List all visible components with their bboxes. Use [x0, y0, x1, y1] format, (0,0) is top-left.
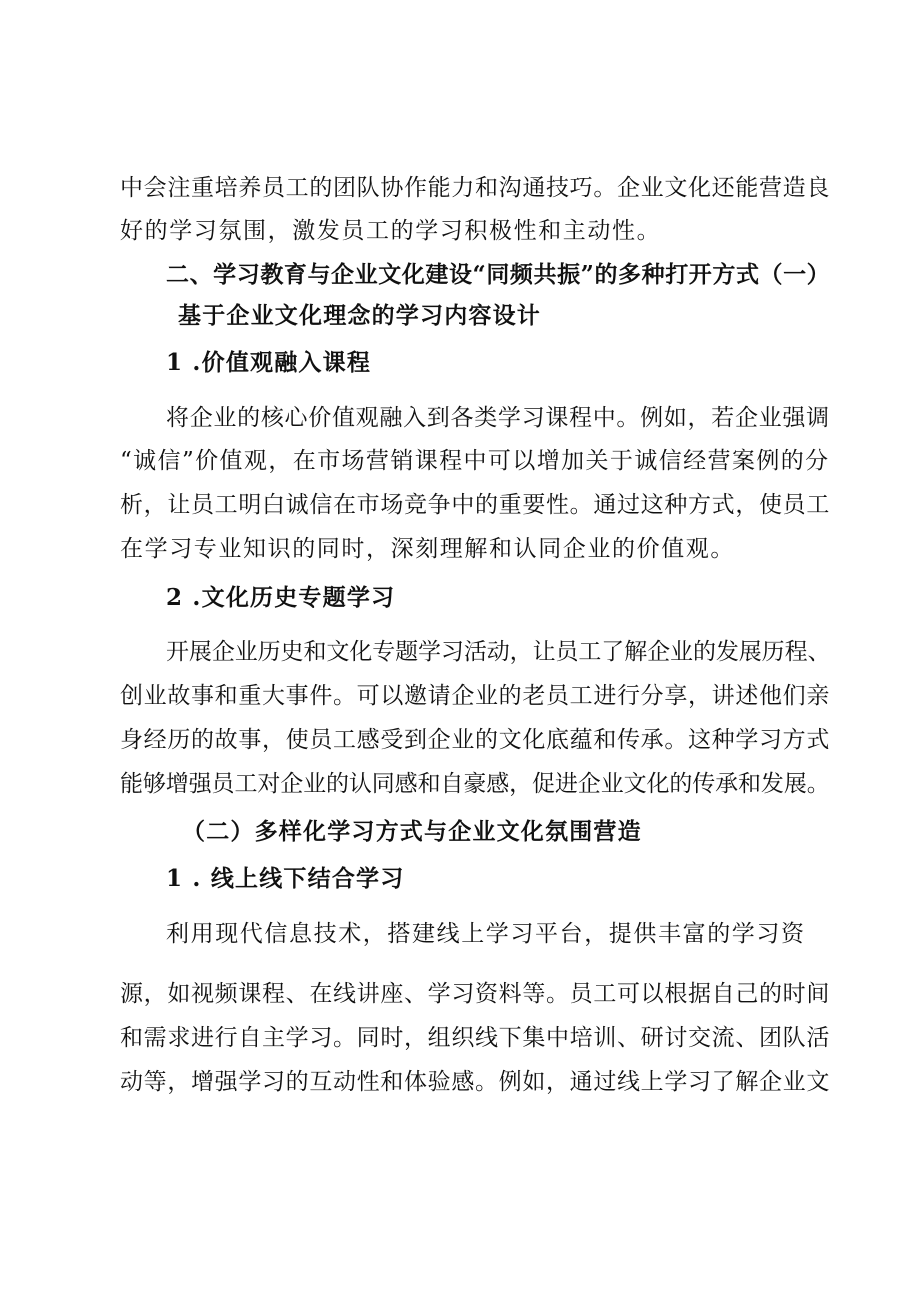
section-heading: 二、学习教育与企业文化建设“同频共振”的多种打开方式（一） [166, 261, 831, 288]
subsection-heading: （二）多样化学习方式与企业文化氛围营造 [182, 818, 642, 845]
paragraph-line: “诚信”价值观，在市场营销课程中可以增加关于诚信经营案例的分 [120, 448, 830, 474]
paragraph-line: 和需求进行自主学习。同时，组织线下集中培训、研讨交流、团队活 [120, 1025, 830, 1051]
paragraph-line: 在学习专业知识的同时，深刻理解和认同企业的价值观。 [120, 536, 735, 562]
paragraph-line: 源，如视频课程、在线讲座、学习资料等。员工可以根据自己的时间 [120, 981, 830, 1007]
section-heading: 基于企业文化理念的学习内容设计 [178, 302, 541, 329]
paragraph-line: 动等，增强学习的互动性和体验感。例如，通过线上学习了解企业文 [120, 1069, 830, 1095]
paragraph-line: 能够增强员工对企业的认同感和自豪感，促进企业文化的传承和发展。 [120, 771, 830, 797]
paragraph-line: 创业故事和重大事件。可以邀请企业的老员工进行分享，讲述他们亲 [120, 683, 830, 709]
subheading: 1 . 线上线下结合学习 [166, 865, 405, 892]
paragraph-line: 中会注重培养员工的团队协作能力和沟通技巧。企业文化还能营造良 [120, 175, 830, 201]
paragraph-line: 身经历的故事，使员工感受到企业的文化底蕴和传承。这种学习方式 [120, 727, 830, 753]
paragraph-line: 利用现代信息技术，搭建线上学习平台，提供丰富的学习资 [166, 921, 806, 947]
subheading: 2 .文化历史专题学习 [166, 584, 396, 611]
paragraph-line: 好的学习氛围，激发员工的学习积极性和主动性。 [120, 218, 662, 244]
subheading: 1 .价值观融入课程 [166, 349, 372, 376]
paragraph-line: 开展企业历史和文化专题学习活动，让员工了解企业的发展历程、 [166, 639, 831, 665]
paragraph-line: 析，让员工明白诚信在市场竞争中的重要性。通过这种方式，使员工 [120, 492, 830, 518]
paragraph-line: 将企业的核心价值观融入到各类学习课程中。例如，若企业强调 [166, 405, 830, 431]
